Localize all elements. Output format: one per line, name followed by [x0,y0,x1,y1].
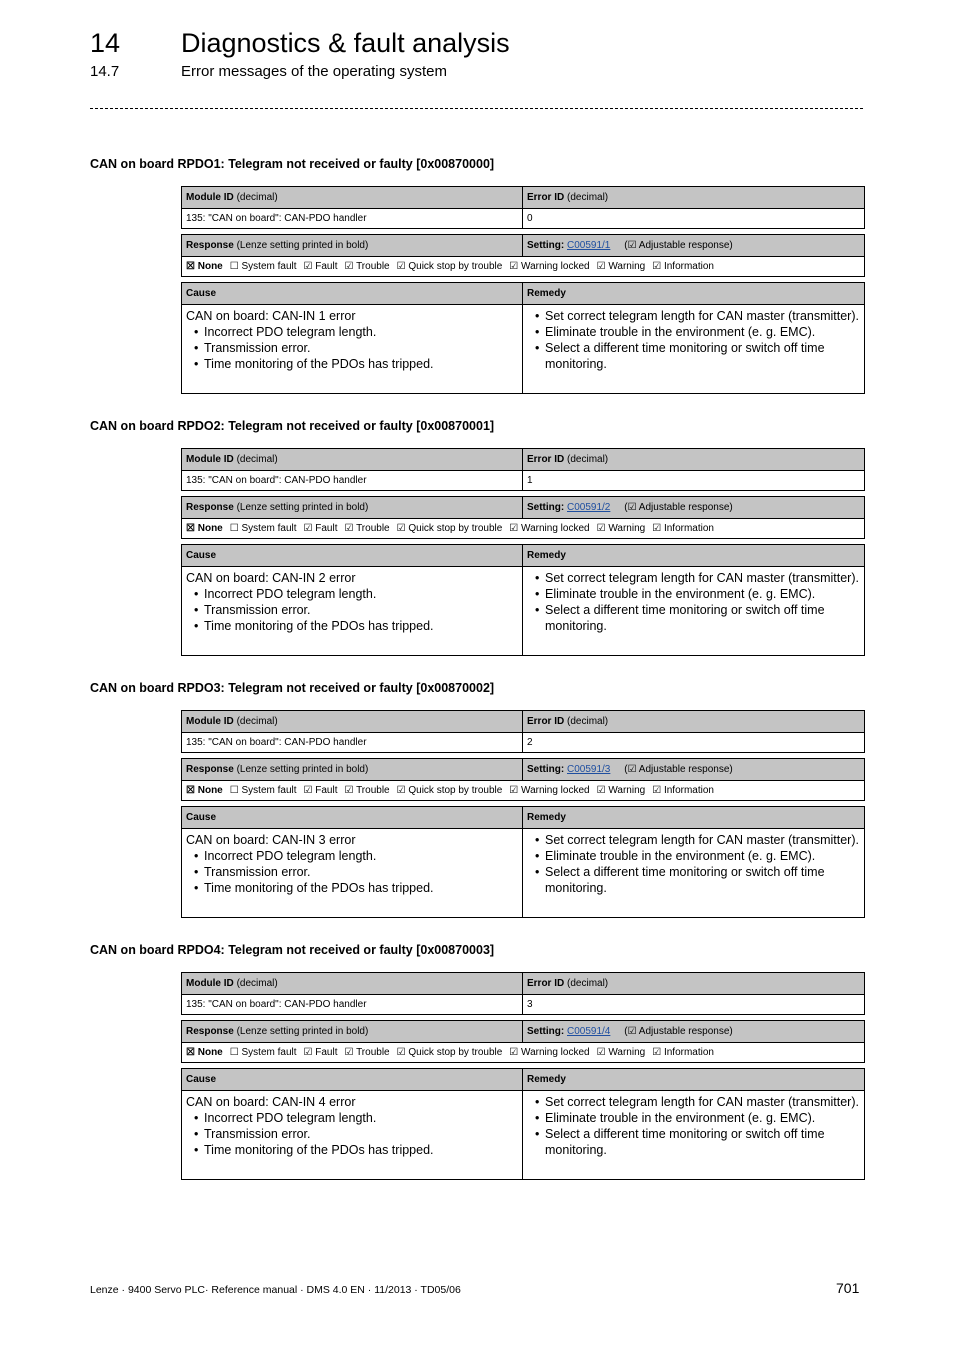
response-option: ☑ Information [652,523,714,534]
module-id-header: Module ID (decimal) [182,187,523,209]
response-none: ☒ None [186,785,223,796]
footer-text: Lenze · 9400 Servo PLC· Reference manual · DMS 4.0 EN · 11/2013 · TD05/06 [90,1284,461,1296]
error-id-header: Error ID (decimal) [523,449,865,471]
remedy-header: Remedy [523,807,865,829]
response-option: ☑ Warning locked [509,261,590,272]
response-header: Response (Lenze setting printed in bold) [182,759,523,781]
cause-remedy-table [181,544,865,656]
module-id-header: Module ID (decimal) [182,973,523,995]
remedy-item: • Select a different time monitoring or switch off time monitoring. [545,602,860,634]
remedy-cell [523,829,865,918]
remedy-item: • Set correct telegram length for CAN master (transmitter). [545,308,860,324]
error-id-header: Error ID (decimal) [523,973,865,995]
cause-item: • Transmission error. [204,340,518,356]
cause-title: CAN on board: CAN-IN 1 error [186,309,356,323]
section-title: Error messages of the operating system [181,63,447,80]
remedy-header: Remedy [523,1069,865,1091]
page-number: 701 [836,1280,860,1296]
cause-title: CAN on board: CAN-IN 4 error [186,1095,356,1109]
response-table [181,234,865,277]
error-title: CAN on board RPDO1: Telegram not received or faulty [0x00870000] [90,157,495,171]
chapter-number: 14 [90,28,121,58]
response-table [181,496,865,539]
error-section [90,680,864,918]
response-option: ☑ Warning locked [509,523,590,534]
remedy-item: • Select a different time monitoring or switch off time monitoring. [545,340,860,372]
cause-item: • Transmission error. [204,602,518,618]
remedy-item: • Set correct telegram length for CAN master (transmitter). [545,1094,860,1110]
response-options [182,781,865,801]
response-option: ☐ System fault [229,523,297,534]
response-option: ☐ System fault [229,261,297,272]
id-table [181,448,865,491]
response-option: ☑ Quick stop by trouble [396,261,503,272]
response-option: ☑ Warning locked [509,785,590,796]
error-title: CAN on board RPDO4: Telegram not received or faulty [0x00870003] [90,943,495,957]
cause-item: • Transmission error. [204,864,518,880]
cause-remedy-table [181,1068,865,1180]
response-option: ☐ System fault [229,1047,297,1058]
remedy-item: • Set correct telegram length for CAN master (transmitter). [545,832,860,848]
error-id-header: Error ID (decimal) [523,187,865,209]
error-id-header: Error ID (decimal) [523,711,865,733]
error-section [90,942,864,1180]
response-option: ☑ Quick stop by trouble [396,523,503,534]
setting-header: Setting: C00591/3 (☑ Adjustable response) [523,759,865,781]
response-option: ☑ Information [652,261,714,272]
response-none: ☒ None [186,523,223,534]
remedy-item: • Set correct telegram length for CAN master (transmitter). [545,570,860,586]
setting-link[interactable]: C00591/3 [567,764,611,775]
remedy-item: • Select a different time monitoring or switch off time monitoring. [545,1126,860,1158]
error-section [90,156,864,394]
setting-link[interactable]: C00591/2 [567,502,611,513]
response-option: ☑ Fault [303,785,338,796]
module-id-value: 135: "CAN on board": CAN-PDO handler [182,733,523,753]
response-option: ☑ Trouble [344,1047,390,1058]
module-id-value: 135: "CAN on board": CAN-PDO handler [182,209,523,229]
module-id-value: 135: "CAN on board": CAN-PDO handler [182,995,523,1015]
response-header: Response (Lenze setting printed in bold) [182,497,523,519]
response-option: ☑ Fault [303,523,338,534]
id-table [181,186,865,229]
remedy-item: • Eliminate trouble in the environment (e. g. EMC). [545,848,860,864]
response-header: Response (Lenze setting printed in bold) [182,1021,523,1043]
error-section [90,418,864,656]
response-option: ☑ Information [652,1047,714,1058]
error-id-value: 2 [523,733,865,753]
error-id-value: 1 [523,471,865,491]
response-options [182,257,865,277]
setting-header: Setting: C00591/2 (☑ Adjustable response) [523,497,865,519]
response-option: ☐ System fault [229,785,297,796]
remedy-item: • Select a different time monitoring or switch off time monitoring. [545,864,860,896]
cause-remedy-table [181,282,865,394]
remedy-item: • Eliminate trouble in the environment (e. g. EMC). [545,1110,860,1126]
response-option: ☑ Information [652,785,714,796]
response-option: ☑ Quick stop by trouble [396,785,503,796]
response-table [181,758,865,801]
error-id-value: 0 [523,209,865,229]
response-option: ☑ Warning [596,785,646,796]
cause-header: Cause [182,807,523,829]
response-options [182,1043,865,1063]
cause-cell [182,567,523,656]
section-number: 14.7 [90,63,120,80]
remedy-cell [523,567,865,656]
cause-header: Cause [182,1069,523,1091]
remedy-cell [523,1091,865,1180]
response-option: ☑ Warning [596,1047,646,1058]
response-option: ☑ Trouble [344,261,390,272]
header-divider [90,108,863,109]
response-option: ☑ Quick stop by trouble [396,1047,503,1058]
remedy-header: Remedy [523,283,865,305]
cause-cell [182,829,523,918]
setting-header: Setting: C00591/1 (☑ Adjustable response) [523,235,865,257]
response-option: ☑ Fault [303,1047,338,1058]
cause-remedy-table [181,806,865,918]
response-option: ☑ Fault [303,261,338,272]
setting-header: Setting: C00591/4 (☑ Adjustable response) [523,1021,865,1043]
module-id-header: Module ID (decimal) [182,711,523,733]
response-option: ☑ Trouble [344,523,390,534]
id-table [181,972,865,1015]
error-id-value: 3 [523,995,865,1015]
cause-item: • Time monitoring of the PDOs has tripped. [204,618,518,634]
cause-header: Cause [182,283,523,305]
error-title: CAN on board RPDO3: Telegram not received or faulty [0x00870002] [90,681,495,695]
cause-item: • Incorrect PDO telegram length. [204,848,518,864]
chapter-title: Diagnostics & fault analysis [181,28,510,58]
remedy-header: Remedy [523,545,865,567]
response-options [182,519,865,539]
response-option: ☑ Trouble [344,785,390,796]
remedy-item: • Eliminate trouble in the environment (e. g. EMC). [545,586,860,602]
cause-title: CAN on board: CAN-IN 3 error [186,833,356,847]
cause-item: • Incorrect PDO telegram length. [204,324,518,340]
remedy-item: • Eliminate trouble in the environment (e. g. EMC). [545,324,860,340]
response-none: ☒ None [186,1047,223,1058]
module-id-header: Module ID (decimal) [182,449,523,471]
response-none: ☒ None [186,261,223,272]
cause-cell [182,1091,523,1180]
response-header: Response (Lenze setting printed in bold) [182,235,523,257]
remedy-cell [523,305,865,394]
response-option: ☑ Warning [596,523,646,534]
response-table [181,1020,865,1063]
cause-item: • Incorrect PDO telegram length. [204,586,518,602]
response-option: ☑ Warning locked [509,1047,590,1058]
response-option: ☑ Warning [596,261,646,272]
cause-item: • Time monitoring of the PDOs has tripped. [204,880,518,896]
cause-title: CAN on board: CAN-IN 2 error [186,571,356,585]
cause-header: Cause [182,545,523,567]
id-table [181,710,865,753]
module-id-value: 135: "CAN on board": CAN-PDO handler [182,471,523,491]
cause-item: • Time monitoring of the PDOs has tripped. [204,356,518,372]
cause-cell [182,305,523,394]
cause-item: • Transmission error. [204,1126,518,1142]
setting-link[interactable]: C00591/1 [567,240,611,251]
cause-item: • Incorrect PDO telegram length. [204,1110,518,1126]
error-title: CAN on board RPDO2: Telegram not received or faulty [0x00870001] [90,419,495,433]
setting-link[interactable]: C00591/4 [567,1026,611,1037]
cause-item: • Time monitoring of the PDOs has tripped. [204,1142,518,1158]
